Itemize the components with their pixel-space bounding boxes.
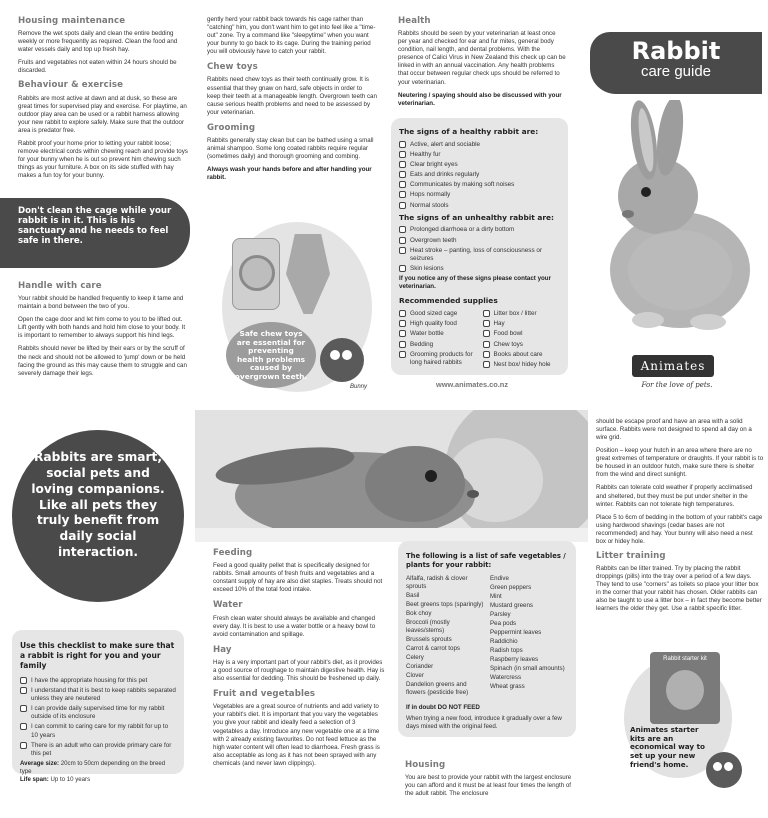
- checkbox[interactable]: [399, 237, 406, 244]
- supply-label: Water bottle: [410, 330, 444, 338]
- child-and-rabbit-photo: [195, 410, 588, 542]
- checkbox[interactable]: [399, 161, 406, 168]
- vegetable-item: Parsley: [490, 610, 511, 618]
- unhealthy-sign-label: Overgrown teeth: [410, 236, 457, 244]
- grooming-text: Rabbits generally stay clean but can be bathed using a small animal shampoo. Some long coated rabbits require regular (sometimes daily) and thorough grooming and combing.: [207, 136, 374, 161]
- housing-text: You are best to provide your rabbit with the largest enclosure you can afford and it must be at least four times the length of the adult rabbit. The enclosure: [405, 774, 572, 798]
- handle-text-2: Open the cage door and let him come to you to be lifted out. Lift gently with both hands and hold him close to your body. It is important to remember to always support his hind legs.: [18, 316, 186, 340]
- chew-toys-callout: [226, 322, 316, 388]
- kit-box-rabbit: [666, 670, 704, 710]
- healthy-sign-item: [399, 141, 560, 149]
- vegetable-item: Spinach (in small amounts): [490, 665, 565, 673]
- healthy-sign-label: Healthy fur: [410, 150, 441, 158]
- unhealthy-sign-item: [399, 237, 560, 245]
- checkbox[interactable]: [399, 351, 406, 358]
- housing-continued-text-3: Rabbits can tolerate cold weather if properly acclimatised and sheltered, but they must be put under shelter in the winter. Rabbits can not tolerate high temperatures.: [596, 484, 753, 508]
- vegetable-item: Bok choy: [406, 609, 432, 617]
- feeding-heading: Feeding: [213, 548, 253, 558]
- chew-toys-text: Rabbits need chew toys as their teeth continually grow. It is essential that they gnaw on hard, safe objects in order to keep their teeth at a manageable length. Overgrown teeth can cause serious health problems and need to be assessed by your veterinarian.: [207, 76, 377, 116]
- healthy-sign-item: [399, 202, 560, 210]
- supply-label: Litter box / litter: [493, 310, 537, 318]
- social-callout: [12, 430, 184, 602]
- checkbox[interactable]: [483, 320, 490, 327]
- fruit-veg-heading: Fruit and vegetables: [213, 689, 316, 700]
- chew-ball: [239, 255, 275, 291]
- checkbox[interactable]: [399, 151, 406, 158]
- website-link[interactable]: www.animates.co.nz: [436, 380, 509, 389]
- child-rabbit-illustration: [195, 410, 588, 542]
- housing-maintenance-text-1: Remove the wet spots daily and clean the entire bedding weekly or more frequently as required. Clean the food and water vessels daily and top up fresh hay.: [18, 30, 178, 54]
- brand-name: Animates: [640, 359, 706, 373]
- brand-tagline: For the love of pets.: [641, 381, 713, 389]
- vegetable-item: Raspberry leaves: [490, 656, 539, 664]
- supply-label: Hay: [493, 320, 505, 328]
- vegetable-item: Broccoli (mostly leaves/stems): [406, 618, 450, 635]
- supply-label: Food bowl: [493, 330, 523, 338]
- handle-heading: Handle with care: [18, 281, 102, 291]
- chew-toys-illustration: [222, 222, 382, 400]
- supply-item: [483, 351, 561, 359]
- suitability-label: I can commit to caring care for my rabbit for up to 10 years: [31, 723, 169, 739]
- feeding-text: Feed a good quality pellet that is specifically designed for rabbits. Small amounts of fresh fruits and vegetables and a constant supply of hay are also diet staples. Treats should not exceed 10% of the total food intake.: [213, 562, 383, 594]
- cover-subtitle: care guide: [640, 63, 712, 81]
- checkbox[interactable]: [20, 742, 27, 749]
- healthy-sign-label: Communicates by making soft noises: [410, 181, 515, 189]
- training-text: gently herd your rabbit back towards his cage rather than "catching" him, you don't want him to get into feel like a "time-out" zone. Try a command like "sleepytime" when you want your bunny to go back to its cage. During the training period you will obviously have to catch your rabbit.: [207, 16, 376, 56]
- housing-continued-text-4: Place 5 to 6cm of bedding in the bottom of your rabbit's cage using hardwood shavings (cedar bases are not recommended) and hay. Your bunny will also need a nest box or hidey hole.: [596, 513, 763, 545]
- supply-item: [483, 341, 561, 349]
- safe-vegetables-card: [398, 541, 576, 737]
- housing-section: [405, 760, 575, 803]
- supply-item: [483, 330, 561, 338]
- suitability-label: I can provide daily supervised time for my rabbit outside of its enclosure: [31, 705, 165, 721]
- social-callout-text: Rabbits are smart, social pets and loving companions. Like all pets they truly benefit from daily social interaction.: [31, 450, 165, 560]
- handle-text-1: Your rabbit should be handled frequently to keep it tame and maintain a bond between the two of you.: [18, 295, 184, 311]
- checkbox[interactable]: [399, 226, 406, 233]
- chew-ball-toy: [232, 238, 280, 310]
- supply-item: [483, 361, 561, 369]
- unhealthy-sign-label: Prolonged diarrhoea or a dirty bottom: [410, 226, 515, 234]
- cage-callout-text: Don't clean the cage while your rabbit is in it. This is his sanctuary and he needs to feel safe in there.: [18, 206, 172, 246]
- vegetable-item: Peppermint leaves: [490, 629, 542, 637]
- health-text-1: Rabbits should be seen by your veterinarian at least once per year and checked for ear and fur mites, general body condition, nail length, and dental problems. With the presence of Calici Virus in New Zealand this check up can be linked in with an annual vaccination. Any health problems that occur between regular check ups should be referred to your veterinarian.: [398, 30, 566, 86]
- rabbit-cover-photo: [588, 100, 766, 340]
- safe-vegetables-column-1: [406, 575, 484, 699]
- vegetable-item: Basil: [406, 591, 420, 599]
- life-span-row: [20, 776, 176, 784]
- healthy-sign-item: [399, 181, 560, 189]
- vegetable-item: Coriander: [406, 663, 434, 671]
- housing-continued-text-2: Position – keep your hutch in an area where there are no great extremes of temperature or draughts. If your rabbit is to be housed in an outdoor hutch, make sure there is shelter from the wind and direct sunlight.: [596, 447, 764, 479]
- behaviour-text-1: Rabbits are most active at dawn and at dusk, so these are great times for supervised play and exercise. For playtime, an outdoor play area can be used or a rabbit harness allowing your new rabbit to explore safely. Make sure that the outdoor area is predator free.: [18, 94, 187, 134]
- suitability-label: I understand that it is best to keep rabbits separated unless they are neutered: [31, 686, 176, 702]
- suitability-heading: Use this checklist to make sure that a rabbit is right for you and your family: [20, 641, 175, 670]
- checkbox[interactable]: [399, 202, 406, 209]
- unhealthy-sign-label: Heat stroke – panting, loss of consciousness or seizures: [410, 246, 542, 262]
- starter-kit-box: [650, 652, 720, 724]
- checkbox[interactable]: [20, 723, 27, 730]
- health-checklist-card: [391, 118, 568, 375]
- checkbox[interactable]: [399, 310, 406, 317]
- middle-column: [207, 16, 377, 187]
- supply-item: [399, 341, 477, 349]
- mascot-eye: [724, 762, 733, 771]
- supply-label: Grooming products for long haired rabbits: [410, 350, 473, 366]
- vegetable-item: Pea pods: [490, 619, 517, 627]
- mascot-character: [320, 338, 364, 382]
- safe-vegetables-list: [406, 575, 568, 699]
- unhealthy-sign-item: [399, 265, 560, 273]
- feeding-column: [213, 548, 385, 773]
- healthy-sign-label: Eats and drinks regularly: [410, 171, 480, 179]
- suitability-item: [20, 687, 176, 703]
- behaviour-heading: Behaviour & exercise: [18, 80, 124, 91]
- unhealthy-signs-heading: The signs of an unhealthy rabbit are:: [399, 212, 554, 222]
- unhealthy-note: If you notice any of these signs please contact your veterinarian.: [399, 275, 551, 291]
- unhealthy-signs-list: [399, 226, 560, 273]
- healthy-sign-label: Clear bright eyes: [410, 160, 458, 168]
- healthy-sign-label: Hops normally: [410, 191, 451, 199]
- checkbox[interactable]: [399, 171, 406, 178]
- vegetable-item: Green peppers: [490, 583, 532, 591]
- unhealthy-sign-item: [399, 247, 560, 263]
- checkbox[interactable]: [20, 677, 27, 684]
- checkbox[interactable]: [20, 687, 27, 694]
- suitability-label: I have the appropriate housing for this pet: [31, 676, 148, 684]
- grooming-heading: Grooming: [207, 122, 256, 133]
- checkbox[interactable]: [399, 265, 406, 272]
- mascot-eye: [342, 350, 352, 360]
- supply-label: Nest box/ hidey hole: [493, 360, 551, 368]
- hay-text: Hay is a very important part of your rabbit's diet, as it provides a good source of roughage to maintain digestive health. Hay is also essential for dedding. This should be freshened up daily.: [213, 658, 385, 683]
- left-column: [18, 16, 188, 185]
- starter-kit-label: Rabbit starter kit: [663, 656, 707, 662]
- supply-label: Books about care: [493, 350, 543, 358]
- vegetable-item: Celery: [406, 654, 424, 662]
- supply-item: [399, 310, 477, 318]
- handle-text-3: Rabbits should never be lifted by their ears or by the scruff of the neck and should not be allowed to 'jump' down or be held facing the ground as this may cause them to struggle and can severely damage their legs.: [18, 345, 187, 377]
- average-size-row: [20, 760, 176, 776]
- checkbox[interactable]: [483, 341, 490, 348]
- safe-vegetables-heading: The following is a list of safe vegetables / plants for your rabbit:: [406, 552, 566, 569]
- vegetable-item: Beet greens tops (sparingly): [406, 600, 484, 608]
- healthy-sign-item: [399, 191, 560, 199]
- supply-item: [483, 320, 561, 328]
- healthy-sign-item: [399, 151, 560, 159]
- vegetable-item: Mint: [490, 592, 502, 600]
- suitability-item: [20, 742, 176, 758]
- cover-title: Rabbit: [631, 37, 721, 65]
- chew-toys-heading: Chew toys: [207, 62, 258, 73]
- housing-maintenance-heading: Housing maintenance: [18, 16, 126, 26]
- vegetable-item: Brussels sprouts: [406, 636, 452, 644]
- supply-item: [483, 310, 561, 318]
- brand-logo: [632, 355, 714, 377]
- checkbox[interactable]: [399, 141, 406, 148]
- supply-label: Bedding: [410, 340, 434, 348]
- vegetable-item: Watercress: [490, 674, 522, 682]
- health-heading: Health: [398, 16, 431, 26]
- checkbox[interactable]: [399, 320, 406, 327]
- supply-label: Good sized cage: [410, 310, 458, 318]
- suitability-item: [20, 705, 176, 721]
- vegetable-item: Carrot & carrot tops: [406, 645, 460, 653]
- supply-item: [399, 351, 477, 367]
- suitability-checklist-card: [12, 630, 184, 783]
- healthy-sign-item: [399, 161, 560, 169]
- suitability-list: [20, 677, 176, 759]
- behaviour-text-2: Rabbit proof your home prior to letting your rabbit loose; remove electrical cords within chewing reach and provide toys for your bunny when he is out so prevent him chewing such things as your furniture. A box on its side stuffed with hay makes a fun toy for your bunny.: [18, 139, 188, 180]
- checkbox[interactable]: [399, 330, 406, 337]
- supplies-right-column: [483, 310, 561, 371]
- healthy-sign-item: [399, 171, 560, 179]
- life-span-label: Life span:: [20, 775, 49, 783]
- healthy-signs-heading: The signs of a healthy rabbit are:: [399, 127, 539, 136]
- housing-continued-column: [596, 418, 764, 618]
- life-span-value: Up to 10 years: [50, 775, 91, 783]
- suitability-item: [20, 723, 176, 739]
- suitability-label: There is an adult who can provide primary care for this pet: [31, 741, 172, 757]
- vegetable-item: Radish tops: [490, 647, 523, 655]
- vegetable-item: Dandelion greens and flowers (pesticide free): [406, 681, 469, 697]
- new-food-note: When trying a new food, introduce it gradually over a few days mixed with the original feed.: [406, 714, 562, 730]
- starter-kit-callout: Animates starter kits are an economical way to set up your new friend's home.: [630, 725, 705, 769]
- safe-vegetables-column-2: [490, 575, 568, 699]
- average-size-label: Average size:: [20, 760, 60, 768]
- supply-label: Chew toys: [493, 340, 523, 348]
- checkbox[interactable]: [399, 181, 406, 188]
- handle-section: [18, 281, 188, 383]
- healthy-sign-label: Normal stools: [410, 201, 449, 209]
- supply-label: High quality food: [410, 320, 457, 328]
- water-heading: Water: [213, 600, 243, 611]
- suitability-item: [20, 677, 176, 685]
- health-text-2: Neutering / spaying should also be discussed with your veterinarian.: [398, 91, 562, 107]
- mascot-label: Bunny: [350, 384, 368, 390]
- vegetable-item: Mustard greens: [490, 601, 533, 609]
- supply-item: [399, 330, 477, 338]
- wash-hands-text: Always wash your hands before and after handling your rabbit.: [207, 166, 372, 182]
- litter-training-heading: Litter training: [596, 550, 666, 561]
- supplies-left-column: [399, 310, 477, 371]
- supplies-heading: Recommended supplies: [399, 296, 498, 306]
- checkbox[interactable]: [399, 191, 406, 198]
- average-size-value: 20cm to 50cm depending on the breed type: [20, 760, 166, 776]
- mascot-eye: [713, 762, 722, 771]
- chew-toys-callout-text: Safe chew toys are essential for preventing health problems caused by overgrown teeth.: [234, 329, 308, 381]
- cage-callout: [0, 198, 190, 268]
- vegetable-item: Endive: [490, 574, 509, 582]
- checkbox[interactable]: [483, 351, 490, 358]
- rabbit-illustration: [588, 100, 766, 340]
- unhealthy-sign-item: [399, 226, 560, 234]
- health-column: [398, 16, 566, 113]
- doubt-warning: If in doubt DO NOT FEED: [406, 703, 480, 711]
- checkbox[interactable]: [399, 341, 406, 348]
- water-text: Fresh clean water should always be available and changed every day. It is best to use a water bottle or a heavy bowl to avoid contamination and spillage.: [213, 614, 376, 638]
- housing-continued-text-1: should be escape proof and have an area with a solid surface. Rabbits were not designed to spend all day on a wire grid.: [596, 418, 752, 442]
- vegetable-item: Raddichio: [490, 638, 518, 646]
- housing-heading: Housing: [405, 760, 446, 770]
- healthy-sign-label: Active, alert and sociable: [410, 140, 481, 148]
- checkbox[interactable]: [20, 705, 27, 712]
- supplies-list: [399, 310, 560, 371]
- vegetable-item: Clover: [406, 672, 424, 680]
- mascot-eye: [330, 350, 340, 360]
- healthy-signs-list: [399, 141, 560, 210]
- checkbox[interactable]: [399, 247, 406, 254]
- starter-kit-illustration: [624, 652, 764, 812]
- litter-training-text: Rabbits can be litter trained. Try by placing the rabbit droppings (pills) into the tray over a period of a few days. They tend to use "corners" as toilets so place your litter box in the corner that your rabbit has chosen. Older rabbits can also be taught to use a litter box – in fact they become better learners the older they get. Use a rabbit specific litter.: [596, 565, 762, 613]
- supply-item: [399, 320, 477, 328]
- housing-maintenance-text-2: Fruits and vegetables not eaten within 24 hours should be discarded.: [18, 59, 177, 75]
- checkbox[interactable]: [483, 361, 490, 368]
- checkbox[interactable]: [483, 330, 490, 337]
- vegetable-item: Wheat grass: [490, 683, 525, 691]
- fruit-veg-text: Vegetables are a great source of nutrients and add variety to your rabbit's diet. It is important that you vary the vegetables you give your rabbit and ideally feed a selection of 3 vegetables a day. Introduce any new vegetable one at a time with 2 already existing favourites. Do not feed lettuce as the high water content will often lead to diarrhoea. Fresh grass is also acceptable as long as it has not been sprayed with any chemicals (and never lawn clippings).: [213, 703, 380, 767]
- vegetable-item: Alfalfa, radish & clover sprouts: [406, 574, 468, 590]
- checkbox[interactable]: [483, 310, 490, 317]
- mascot-character-bottom: [706, 752, 742, 788]
- cover-title-banner: [590, 32, 762, 94]
- hay-heading: Hay: [213, 644, 232, 655]
- unhealthy-sign-label: Skin lesions: [410, 265, 444, 273]
